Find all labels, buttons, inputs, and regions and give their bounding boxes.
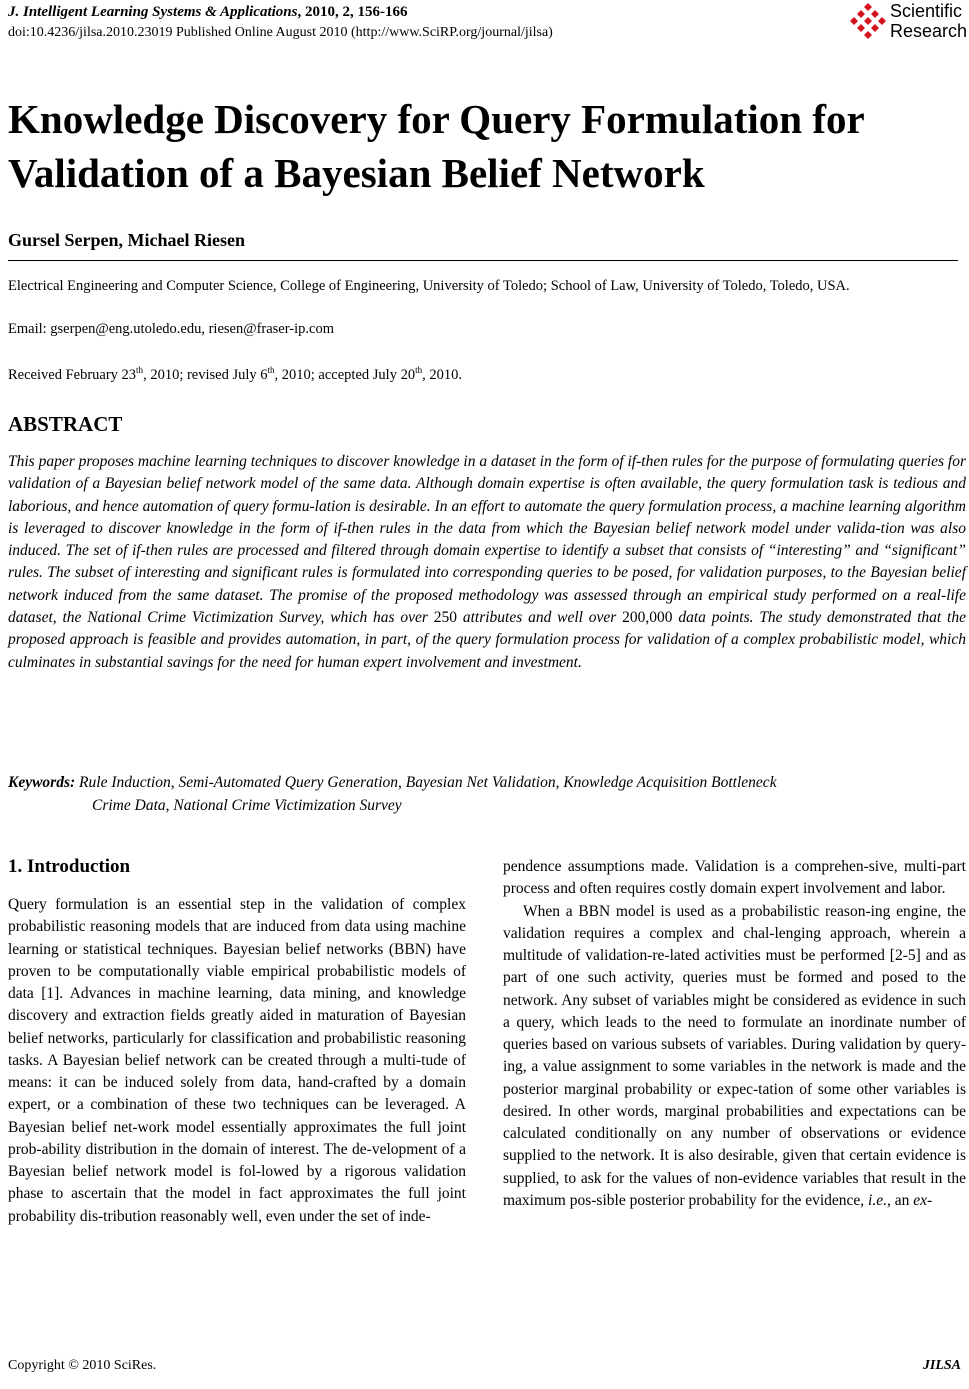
intro-column-right [503, 856, 966, 1212]
journal-name: J. Intelligent Learning Systems & Applications [8, 4, 298, 20]
journal-volume: , 2010, 2, 156-166 [297, 4, 408, 20]
accepted-text: , 2010; accepted July 20 [274, 366, 416, 383]
keywords-label: Keywords: [8, 774, 76, 791]
keyword-item: Semi-Automated Query Generation [178, 774, 399, 791]
received-text: Received February 23 [8, 366, 137, 383]
intro-paragraph: Query formulation is an essential step in the validation of complex probabilistic reasoning models that are induced from data using machine learning or statistical techniques. Bayesian belief networks (BBN) have proven to be computationally viable empirical probabilistic models of data [1]. Advances in machine learning, data mining, and knowledge discovery and extraction fields greatly aided in maturation of Bayesian belief networks, particularly for classification and probabilistic reasoning tasks. A Bayesian belief network can be created through a multi-tude of means: it can be induced solely from data, hand-crafted by a domain expert, or a combination of these two techniques can be leveraged. A Bayesian belief net-work model essentially approximates the full joint prob-ability distribution in the domain of interest. The de-velopment of a Bayesian belief network model is fol-lowed by a rigorous validation phase to ascertain that the model in fact approximates the full joint probability dis-tribution reasonably well, even under the set of inde- [8, 896, 466, 1225]
logo-text-research: Research [890, 21, 968, 41]
abstract-body [8, 451, 966, 674]
title-divider [8, 260, 958, 261]
keyword-item: Knowledge Acquisition Bottleneck [563, 774, 777, 791]
doi-line: doi:10.4236/jilsa.2010.23019 Published Online August 2010 (http://www.SciRP.org/journal/jilsa) [8, 25, 553, 40]
journal-abbreviation: JILSA [922, 1358, 961, 1373]
abstract-text-2: attributes and well over [457, 609, 623, 627]
keyword-item: Crime Data [92, 796, 166, 814]
accepted-sup: th [415, 365, 423, 375]
keywords: Keywords: Rule Induction, Semi-Automated Query Generation, Bayesian Net Validation, Knowledge Acquisition Bottleneck Crime Data, National Crime Victimization Survey [8, 774, 777, 814]
abstract-text-3: data points. The study demonstrated that the proposed approach is feasible and provides automation, in part, of the query formulation process for validation of a complex probabilistic model, which culminates in substantial savings for the need for human expert involvement and investment. [8, 609, 966, 671]
received-sup: th [136, 365, 144, 375]
intro-ex: ex- [913, 1191, 933, 1209]
logo-text-scientific: Scientific [890, 1, 963, 21]
abstract-number-attributes: 250 [433, 609, 458, 627]
revised-sup: th [267, 365, 275, 375]
abstract-text-1: This paper proposes machine learning techniques to discover knowledge in a dataset in the form of if-then rules for the purpose of formulating queries for validation of a Bayesian belief network model of the same data. Although domain expertise is often available, the query formulation task is tedious and laborious, and hence automation of query formu-lation is desirable. In an effort to automate the query formulation process, a machine learning algorithm is leveraged to discover knowledge in the form of if-then rules in the data from which the Bayesian belief network model under valida-tion was also induced. The set of if-then rules are processed and filtered through domain expertise to identify a subset that consists of “interesting” and “significant” rules. The subset of interesting and significant rules is formulated into corresponding queries to be posed, for validation purposes, to the Bayesian belief network induced from the same dataset. The promise of the proposed methodology was assessed through an empirical study performed on a real-life dataset, the National Crime Victimization Survey, which has over [8, 453, 966, 627]
journal-header [8, 4, 407, 21]
intro-ie: i.e. [868, 1191, 887, 1209]
abstract-number-datapoints: 200,000 [622, 609, 673, 627]
accepted-year: , 2010. [422, 366, 462, 383]
section-heading-introduction: 1. Introduction [8, 856, 131, 877]
intro-text: , an [886, 1191, 914, 1209]
keyword-item: National Crime Victimization Survey [173, 796, 402, 814]
abstract-heading: ABSTRACT [8, 412, 123, 436]
intro-paragraph: pendence assumptions made. Validation is a comprehen-sive, multi-part process and often requires costly domain expert involvement and labor. [503, 858, 966, 898]
received-dates [8, 365, 462, 384]
keyword-item: Bayesian Net Validation [405, 774, 556, 791]
copyright: Copyright © 2010 SciRes. [8, 1358, 157, 1373]
keyword-item: Rule Induction [79, 774, 171, 791]
intro-column-left [8, 894, 466, 1228]
intro-text: When a BBN model is used as a probabilistic reason-ing engine, the validation requires a complex and chal-lenging approach, wherein a multitude of validation-re-lated activities must be performed [2-5] and as part of one such activity, queries must be formed and posed to the network. Any subset of variables might be considered as evidence in such a query, which leads to the need to formulate an inordinate number of queries based on various subsets of variables. During validation by query-ing, a value assignment to some variables in the network is made and the posterior marginal probability or expec-tation of some other variables is desired. In other words, marginal probabilities and expectations can be calculated conditionally on any number of observations or evidence supplied to the network. It is also desirable, given that certain evidence is supplied, to ask for the values of non-evidence variables that result in the maximum pos-sible posterior probability for the evidence, [503, 902, 966, 1209]
email: Email: gserpen@eng.utoledo.edu, riesen@fraser-ip.com [8, 321, 334, 337]
paper-title: Knowledge Discovery for Query Formulation for Validation of a Bayesian Belief Network [8, 96, 864, 196]
logo-mark-icon [848, 2, 888, 40]
publisher-logo [848, 0, 969, 46]
affiliation: Electrical Engineering and Computer Science, College of Engineering, University of Toledo; School of Law, University of Toledo, Toledo, USA. [8, 278, 850, 294]
intro-paragraph [503, 901, 966, 1213]
revised-text: , 2010; revised July 6 [143, 366, 268, 383]
authors: Gursel Serpen, Michael Riesen [8, 230, 245, 250]
